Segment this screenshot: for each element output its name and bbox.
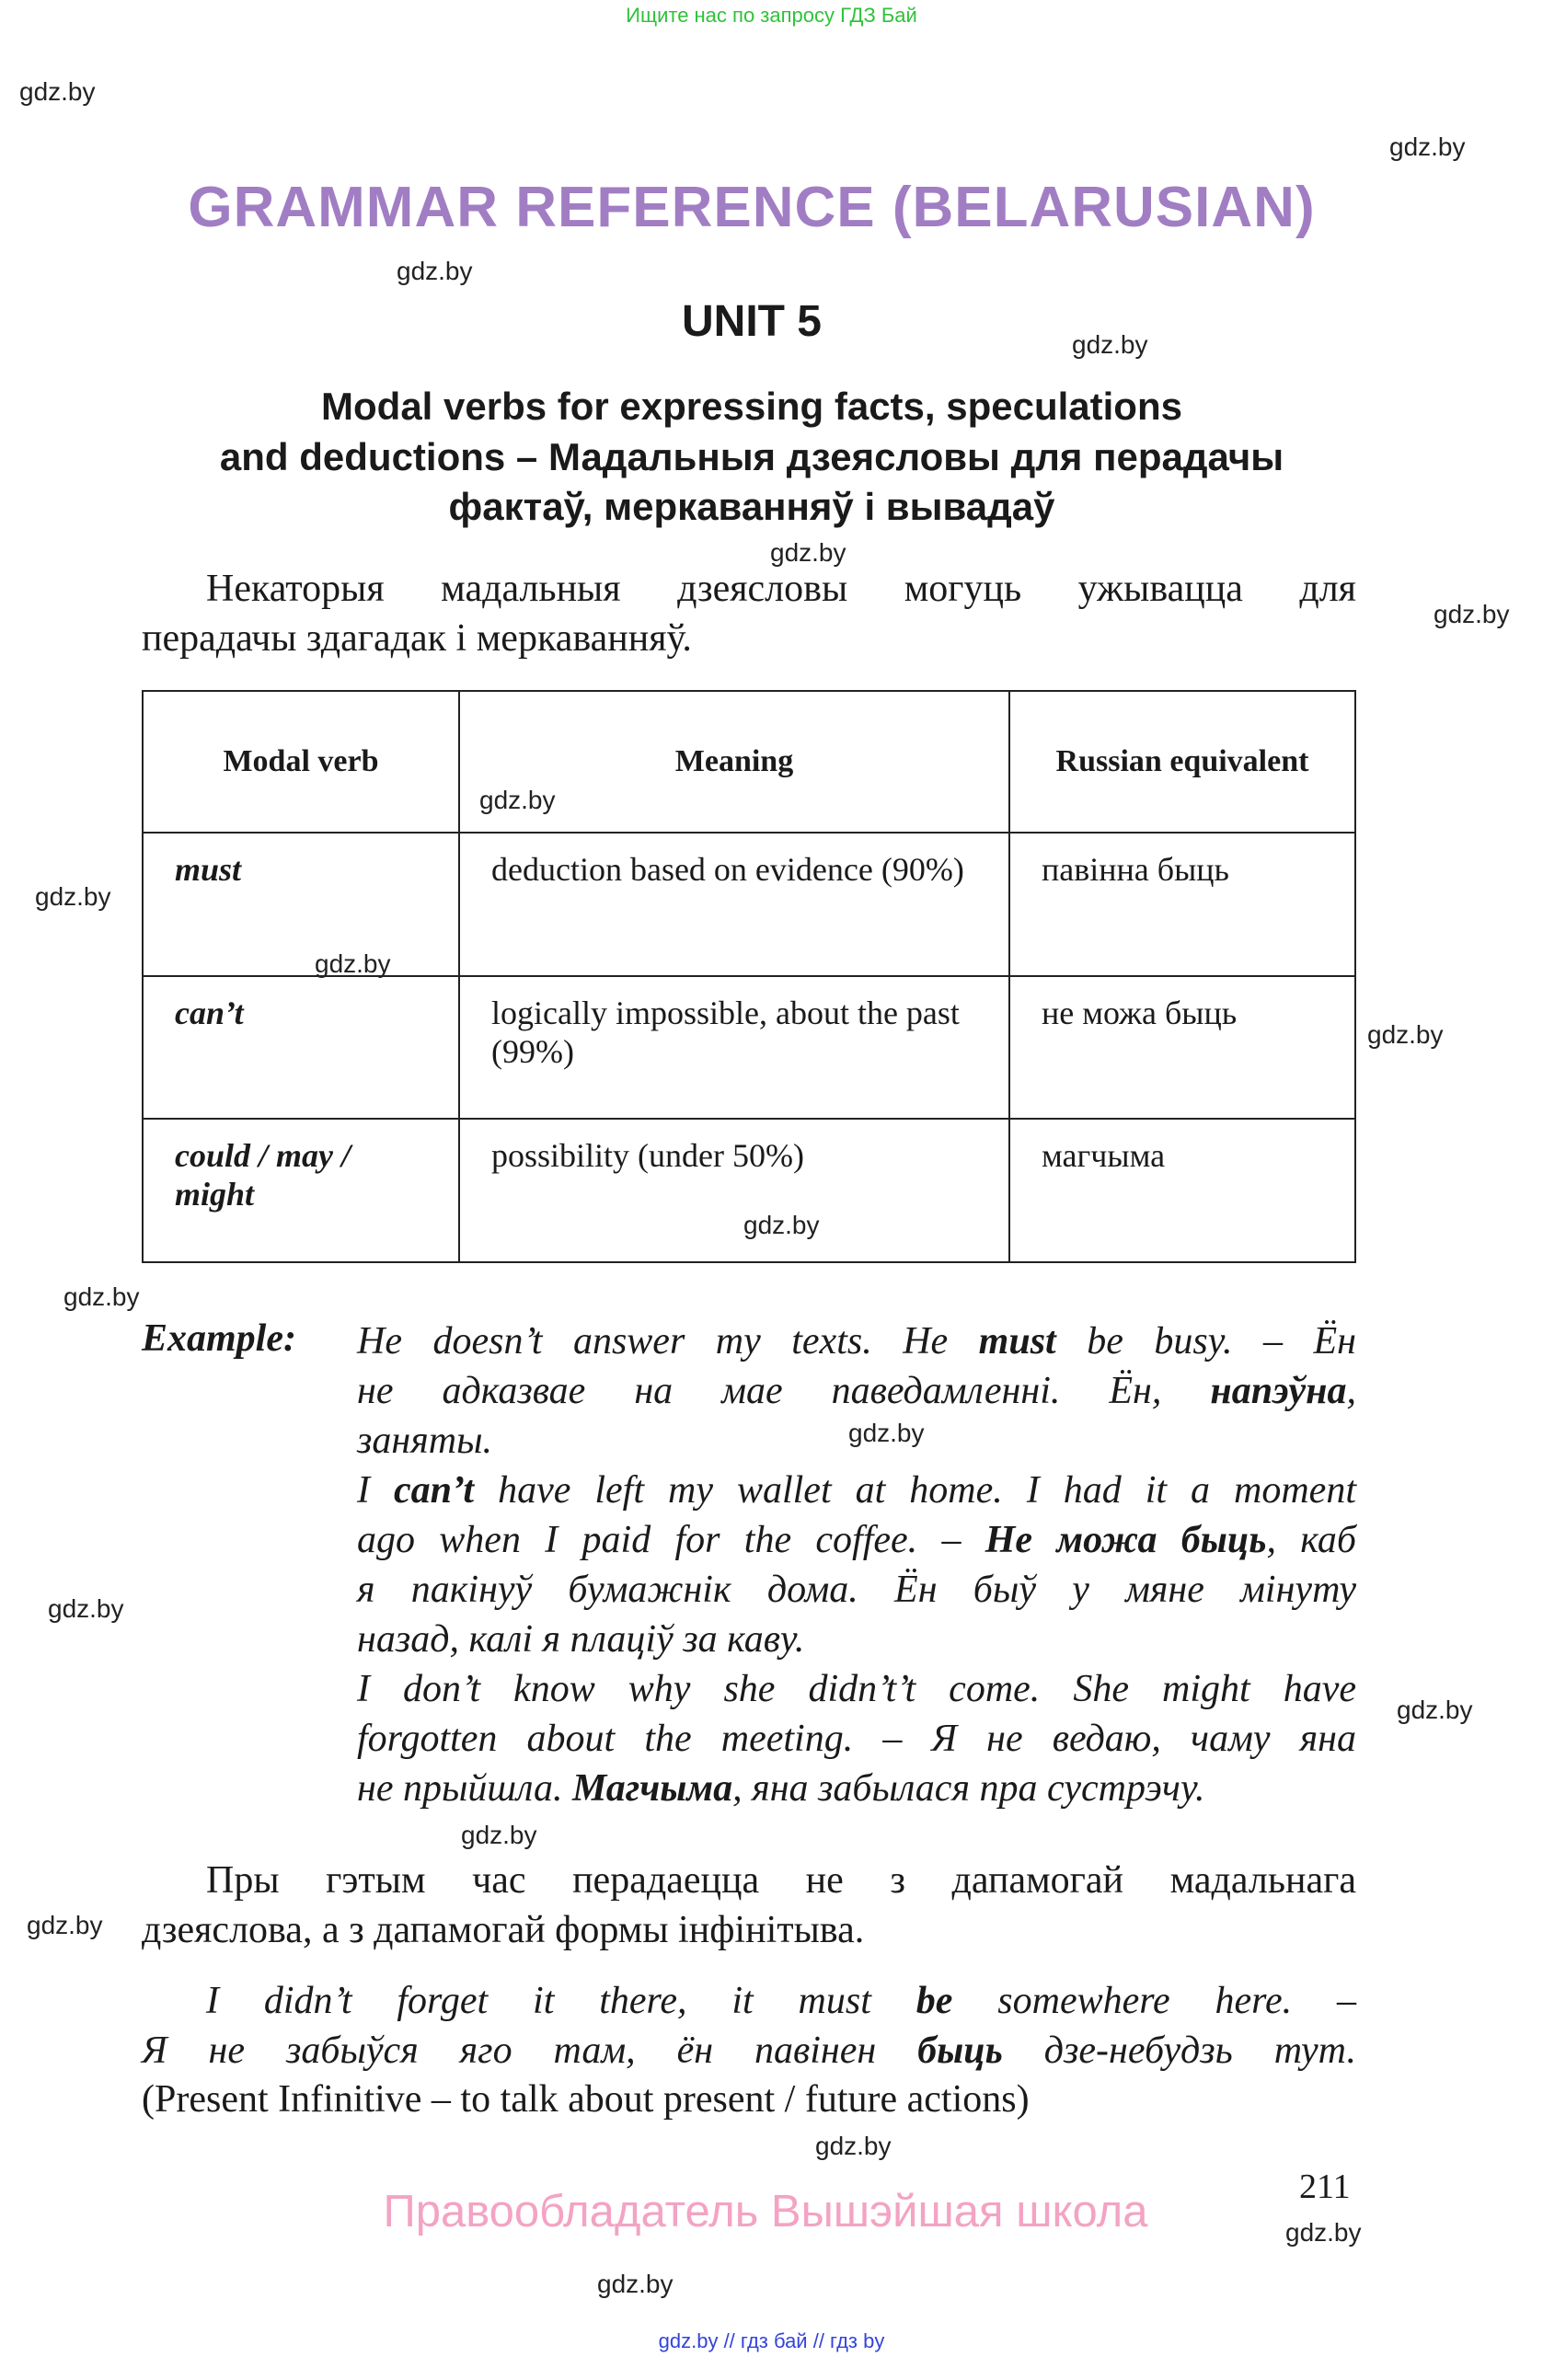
text-segment: Я не забыўся яго там, ён павінен — [142, 2029, 918, 2072]
text-segment: , — [1346, 1370, 1356, 1412]
watermark-text: gdz.by — [597, 2270, 674, 2298]
modal-verbs-table — [142, 690, 1356, 1263]
page-title: GRAMMAR REFERENCE (BELARUSIAN) — [188, 176, 1316, 239]
meaning-cell: logically impossible, about the past (99%) — [459, 976, 1009, 1119]
modal-verb-cell: can’t — [143, 976, 459, 1119]
watermark-text: gdz.by — [1072, 330, 1148, 359]
example-label: Example: — [142, 1317, 296, 1360]
bold-text: must — [978, 1320, 1056, 1362]
table-header-row — [143, 691, 1355, 833]
text-line — [357, 1764, 1356, 1813]
text-segment: заняты. — [357, 1420, 493, 1462]
section-heading-line: Modal verbs for expressing facts, speculations — [321, 385, 1182, 428]
equivalent-cell: магчыма — [1009, 1119, 1355, 1262]
text-line — [357, 1466, 1356, 1515]
table-row — [143, 833, 1355, 976]
text-segment: I didn’t forget it there, it must — [206, 1980, 916, 2022]
column-header: Russian equivalent — [1009, 691, 1355, 833]
page-number: 211 — [1299, 2167, 1351, 2206]
unit-heading: UNIT 5 — [681, 297, 822, 346]
text-segment: , яна забылася пра сустрэчу. — [732, 1767, 1205, 1810]
text-segment: Пры гэтым час перадаецца не з дапамогай мадальнага — [206, 1859, 1356, 1902]
text-segment: я пакінуў бумажнік дома. Ён быў у мяне мінуту — [357, 1569, 1356, 1611]
text-segment: не прыйшла. — [357, 1767, 572, 1810]
text-segment: somewhere here. – — [952, 1980, 1356, 2022]
text-segment: forgotten about the meeting. – Я не ведаю, чаму яна — [357, 1718, 1356, 1760]
text-segment: не адказвае на мае паведамленні. Ён, — [357, 1370, 1211, 1412]
text-segment: I don’t know why she didn’t’t come. She might have — [357, 1668, 1356, 1710]
column-header: Modal verb — [143, 691, 459, 833]
watermark-text: gdz.by — [1397, 1696, 1473, 1724]
text-line — [142, 2026, 1356, 2075]
text-line — [357, 1615, 1356, 1664]
table-row — [143, 1119, 1355, 1262]
bold-text: can’t — [393, 1469, 475, 1512]
watermark-text: gdz.by — [48, 1594, 124, 1623]
bold-text: be — [915, 1980, 953, 2022]
modal-verb-cell: must — [143, 833, 459, 976]
watermark-text: gdz.by — [770, 538, 846, 567]
bold-text: Магчыма — [571, 1767, 733, 1810]
text-line — [357, 1664, 1356, 1714]
text-segment: Некаторыя мадальныя дзеясловы могуць ужывацца для — [206, 568, 1356, 610]
watermark-text: gdz.by — [1434, 600, 1510, 628]
search-hint: Ищите нас по запросу ГДЗ Бай — [626, 4, 917, 27]
text-segment: I — [357, 1469, 394, 1512]
text-line — [357, 1416, 1356, 1466]
text-segment: дзеяслова, а з дапамогай формы інфінітыва. — [142, 1909, 865, 1951]
text-segment: ago when I paid for the coffee. – — [357, 1519, 985, 1561]
copyright-notice: Правообладатель Вышэйшая школа — [383, 2187, 1148, 2236]
text-segment: назад, калі я плаціў за каву. — [357, 1618, 805, 1661]
meaning-cell: deduction based on evidence (90%) — [459, 833, 1009, 976]
text-line — [142, 1856, 1356, 1905]
text-segment: (Present Infinitive – to talk about present / future actions) — [142, 2078, 1030, 2121]
section-heading-line: фактаў, меркаванняў і вывадаў — [448, 485, 1055, 528]
text-segment: He doesn’t answer my texts. He — [357, 1320, 979, 1362]
text-line — [142, 564, 1356, 614]
watermark-text: gdz.by — [35, 882, 111, 911]
text-line — [357, 1515, 1356, 1565]
meaning-cell: possibility (under 50%) — [459, 1119, 1009, 1262]
text-line — [357, 1366, 1356, 1416]
watermark-text: gdz.by — [1389, 132, 1466, 161]
watermark-text: gdz.by — [315, 949, 391, 978]
bold-text: быць — [917, 2029, 1003, 2072]
text-segment: have left my wallet at home. I had it a moment — [474, 1469, 1356, 1512]
text-line — [142, 614, 1356, 663]
text-line — [357, 1565, 1356, 1615]
watermark-text: gdz.by — [815, 2132, 892, 2160]
text-segment: дзе-небудзь тут. — [1002, 2029, 1356, 2072]
text-line — [357, 1316, 1356, 1366]
equivalent-cell: не можа быць — [1009, 976, 1355, 1119]
text-segment: перадачы здагадак і меркаванняў. — [142, 617, 692, 660]
column-header: Meaning — [459, 691, 1009, 833]
watermark-text: gdz.by — [397, 257, 473, 285]
bold-text: Не можа быць — [985, 1519, 1267, 1561]
watermark-text: gdz.by — [479, 786, 556, 814]
text-line — [357, 1714, 1356, 1764]
section-heading-line: and deductions – Мадальныя дзеясловы для перадачы — [219, 435, 1284, 478]
watermark-text: gdz.by — [461, 1821, 537, 1849]
watermark-text: gdz.by — [1367, 1020, 1444, 1049]
bottom-links[interactable]: gdz.by // гдз бай // гдз by — [658, 2329, 885, 2352]
watermark-text: gdz.by — [27, 1911, 103, 1939]
table-row — [143, 976, 1355, 1119]
watermark-text: gdz.by — [63, 1282, 140, 1311]
text-segment: , каб — [1266, 1519, 1356, 1561]
text-line — [142, 1976, 1356, 2026]
watermark-text: gdz.by — [1285, 2218, 1362, 2247]
watermark-text: gdz.by — [19, 77, 96, 106]
watermark-text: gdz.by — [743, 1211, 820, 1239]
bold-text: напэўна — [1210, 1370, 1347, 1412]
text-line — [142, 1905, 1356, 1955]
text-segment: be busy. – Ён — [1055, 1320, 1356, 1362]
modal-verb-cell: could / may / might — [143, 1119, 459, 1262]
watermark-text: gdz.by — [848, 1419, 925, 1447]
equivalent-cell: павінна быць — [1009, 833, 1355, 976]
text-line — [142, 2075, 1356, 2124]
